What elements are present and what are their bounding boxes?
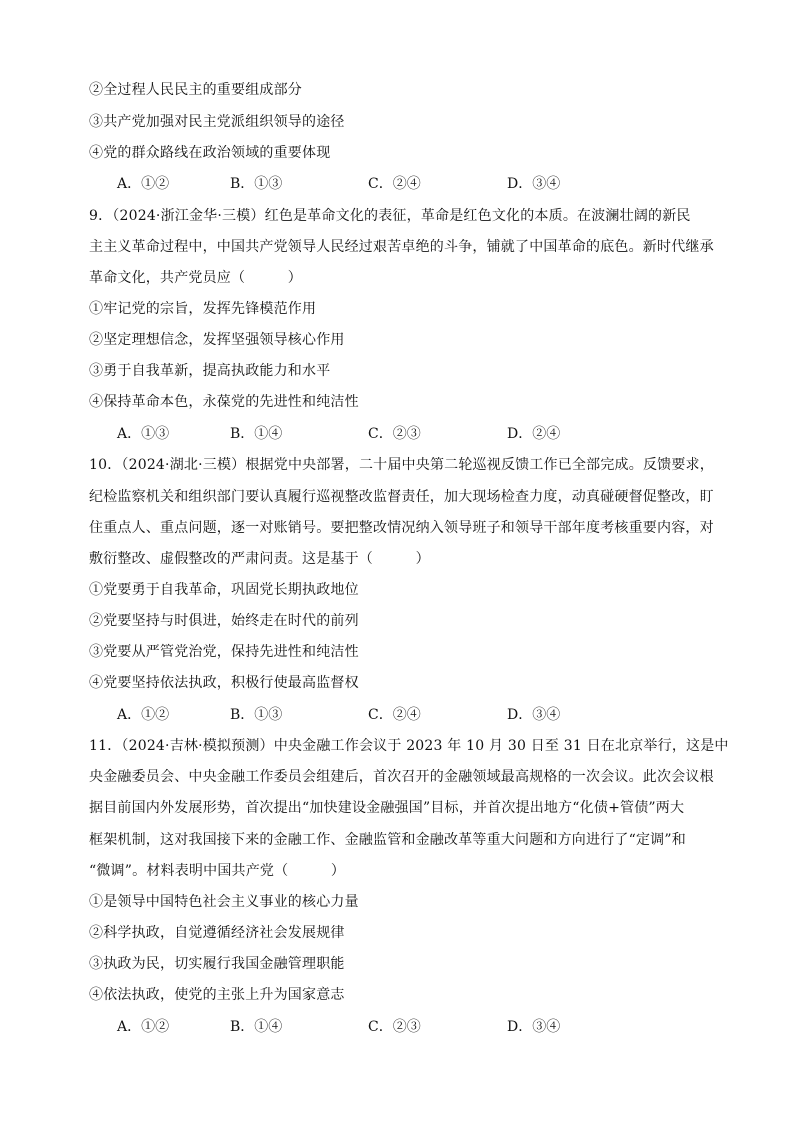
q11-statement-2: ②科学执政，自觉遵循经济社会发展规律 [89, 925, 345, 941]
q9-statement-4: ④保持革命本色，永葆党的先进性和纯洁性 [89, 394, 359, 410]
q11-option-b: B．①④ [230, 1019, 283, 1035]
q9-stem-line-1: 9．（2024·浙江金华·三模）红色是革命文化的表征，革命是红色文化的本质。在波澜壮阔的新民 [89, 208, 691, 224]
q10-statement-1: ①党要勇于自我革命，巩固党长期执政地位 [89, 582, 359, 598]
q9-stem-line-2: 主主义革命过程中，中国共产党领导人民经过艰苦卓绝的斗争，铺就了中国革命的底色。新时代继承 [89, 239, 714, 255]
q11-option-d: D．③④ [507, 1019, 561, 1035]
q10-stem-line-4: 敷衍整改、虚假整改的严肃问责。这是基于（ ） [89, 551, 430, 567]
q10-option-a: A．①② [117, 707, 170, 723]
q8-option-a: A．①② [117, 176, 170, 192]
q8-option-b: B．①③ [230, 176, 283, 192]
q8-statement-4: ④党的群众路线在政治领域的重要体现 [89, 145, 331, 161]
q8-statement-2: ②全过程人民民主的重要组成部分 [89, 82, 302, 98]
q9-statement-3: ③勇于自我革新，提高执政能力和水平 [89, 363, 331, 379]
q9-option-a: A．①③ [117, 426, 170, 442]
q10-option-c: C．②④ [368, 707, 421, 723]
q11-stem-line-1: 11．（2024·吉林·模拟预测）中央金融工作会议于 2023 年 10 月 30 日至 31 日在北京举行，这是中 [89, 738, 729, 754]
q9-statement-1: ①牢记党的宗旨，发挥先锋模范作用 [89, 301, 317, 317]
q11-statement-4: ④依法执政，使党的主张上升为国家意志 [89, 987, 345, 1003]
q11-statement-1: ①是领导中国特色社会主义事业的核心力量 [89, 894, 359, 910]
q10-stem-line-2: 纪检监察机关和组织部门要认真履行巡视整改监督责任，加大现场检查力度，动真碰硬督促整改，盯 [89, 489, 714, 505]
q9-option-c: C．②③ [368, 426, 421, 442]
q10-stem-line-1: 10．（2024·湖北·三模）根据党中央部署，二十届中央第二轮巡视反馈工作已全部完成。反馈要求， [89, 457, 714, 473]
q9-stem-line-3: 革命文化，共产党员应（ ） [89, 270, 302, 286]
q11-statement-3: ③执政为民，切实履行我国金融管理职能 [89, 956, 345, 972]
q10-statement-2: ②党要坚持与时俱进，始终走在时代的前列 [89, 613, 359, 629]
q10-option-d: D．③④ [507, 707, 561, 723]
q10-stem-line-3: 住重点人、重点问题，逐一对账销号。要把整改情况纳入领导班子和领导干部年度考核重要内容，对 [89, 520, 714, 536]
q8-option-d: D．③④ [507, 176, 561, 192]
q11-stem-line-3: 据目前国内外发展形势，首次提出“加快建设金融强国”目标，并首次提出地方“化债+管债”两大 [89, 800, 685, 816]
q11-stem-line-4: 框架机制，这对我国接下来的金融工作、金融监管和金融改革等重大问题和方向进行了“定调”和 [89, 832, 686, 848]
q10-statement-3: ③党要从严管党治党，保持先进性和纯洁性 [89, 644, 359, 660]
q11-stem-line-5: “微调”。材料表明中国共产党（ ） [89, 863, 346, 879]
q11-option-c: C．②③ [368, 1019, 421, 1035]
q9-option-d: D．②④ [507, 426, 561, 442]
q9-statement-2: ②坚定理想信念，发挥坚强领导核心作用 [89, 332, 345, 348]
q10-option-b: B．①③ [230, 707, 283, 723]
q11-stem-line-2: 央金融委员会、中央金融工作委员会组建后，首次召开的金融领域最高规格的一次会议。此次会议根 [89, 769, 714, 785]
q8-statement-3: ③共产党加强对民主党派组织领导的途径 [89, 114, 345, 130]
q10-statement-4: ④党要坚持依法执政，积极行使最高监督权 [89, 675, 359, 691]
q9-option-b: B．①④ [230, 426, 283, 442]
q8-option-c: C．②④ [368, 176, 421, 192]
q11-option-a: A．①② [117, 1019, 170, 1035]
